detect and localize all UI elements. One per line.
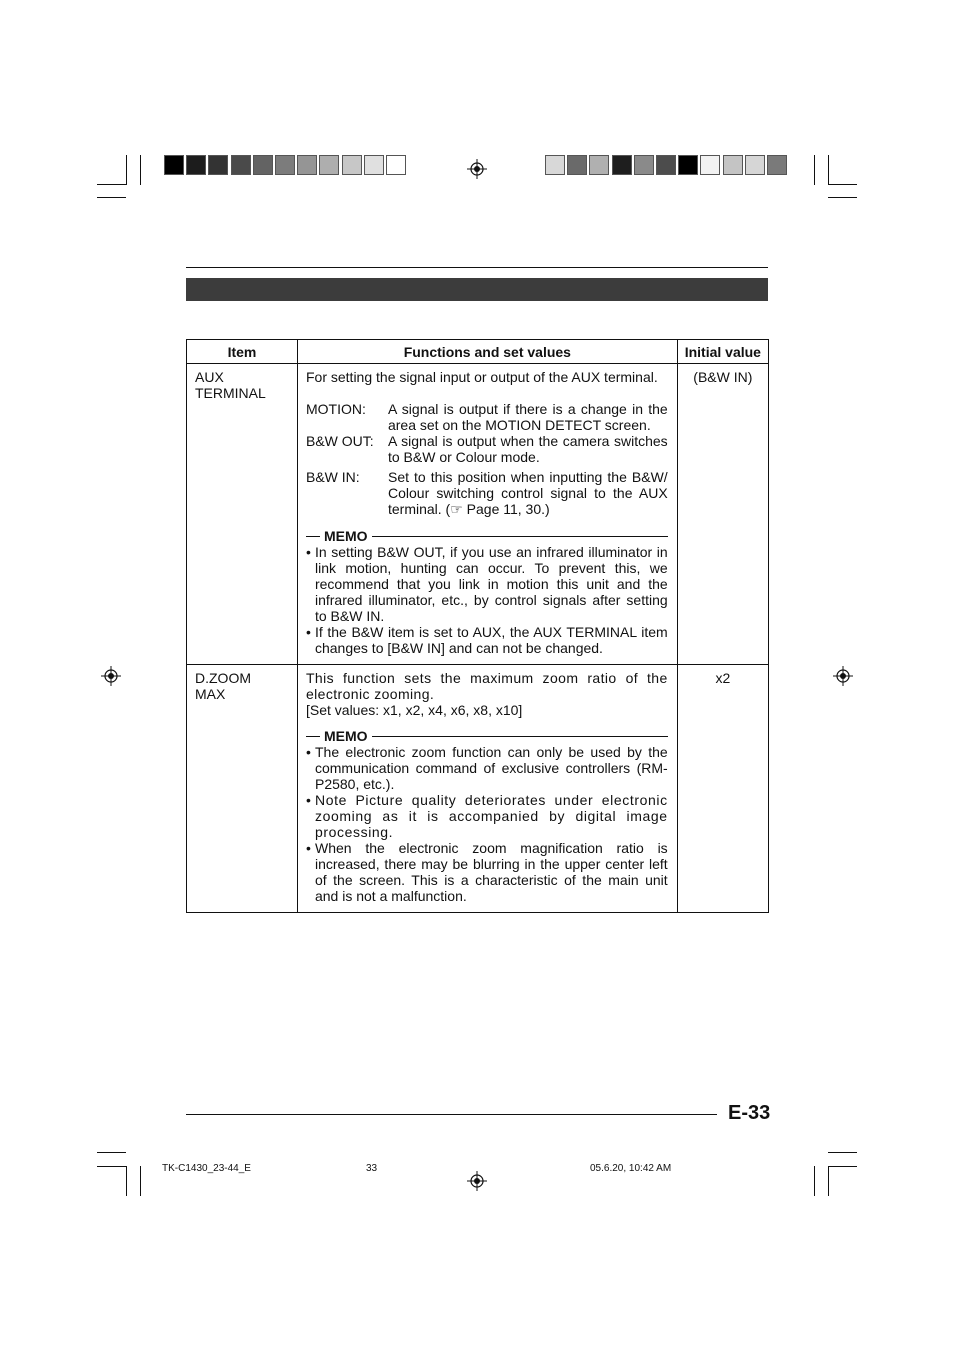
memo-heading [306, 528, 668, 544]
function-description [297, 364, 677, 665]
color-swatch [745, 155, 765, 175]
footer-filename: TK-C1430_23-44_E [162, 1163, 251, 1174]
color-swatch [700, 155, 720, 175]
color-swatch [634, 155, 654, 175]
memo-bullet: • If the B&W item is set to AUX, the AUX TERMINAL item changes to [B&W IN] and can not be changed. [305, 624, 668, 656]
color-swatch [231, 155, 251, 175]
color-swatch [386, 155, 406, 175]
crop-mark [828, 1166, 829, 1196]
color-swatch [767, 155, 787, 175]
crop-mark [814, 155, 815, 185]
registration-mark-icon [833, 666, 853, 686]
crop-mark [828, 1166, 857, 1167]
color-swatch [656, 155, 676, 175]
crop-mark [97, 1166, 126, 1167]
color-swatch [589, 155, 609, 175]
color-swatch [723, 155, 743, 175]
item-name: AUX TERMINAL [187, 364, 298, 665]
settings-table [186, 339, 769, 913]
mode-entry [306, 401, 668, 433]
item-name: D.ZOOM MAX [187, 665, 298, 913]
registration-mark-icon [467, 1171, 487, 1191]
crop-mark [140, 1166, 141, 1196]
mode-value: A signal is output if there is a change in the area set on the MOTION DETECT screen. [387, 401, 668, 433]
crop-mark [140, 155, 141, 185]
column-header-functions: Functions and set values [297, 340, 677, 364]
initial-value: x2 [677, 665, 768, 913]
crop-mark [828, 1152, 857, 1153]
bullet-icon: • [305, 744, 311, 760]
color-swatch [567, 155, 587, 175]
color-swatch [342, 155, 362, 175]
memo-heading [306, 728, 668, 744]
color-swatch [208, 155, 228, 175]
mode-value: A signal is output when the camera switches to B&W or Colour mode. [387, 433, 668, 465]
color-swatch [186, 155, 206, 175]
crop-mark [828, 155, 829, 185]
color-swatch [545, 155, 565, 175]
mode-value: Set to this position when inputting the B&W/ Colour switching control signal to the AUX terminal. (☞ Page 11, 30.) [387, 469, 668, 517]
color-swatch [319, 155, 339, 175]
color-swatch [612, 155, 632, 175]
description-text: This function sets the maximum zoom ratio of the electronic zooming. [305, 670, 668, 702]
bottom-rule [186, 1114, 717, 1115]
initial-value: (B&W IN) [677, 364, 768, 665]
section-header-bar [186, 278, 768, 301]
top-rule [186, 267, 768, 268]
memo-label: MEMO [323, 728, 368, 744]
footer-timestamp: 05.6.20, 10:42 AM [590, 1163, 672, 1174]
table-row [187, 364, 769, 665]
description-text: For setting the signal input or output of the AUX terminal. [305, 369, 658, 385]
bullet-icon: • [305, 544, 311, 560]
mode-key: B&W IN: [305, 469, 360, 485]
bullet-icon: • [305, 792, 311, 808]
color-swatch [253, 155, 273, 175]
column-header-initial: Initial value [677, 340, 768, 364]
crop-mark [126, 155, 127, 185]
table-header-row [187, 340, 769, 364]
color-swatch [275, 155, 295, 175]
page-number: E-33 [728, 1102, 771, 1124]
color-swatch [164, 155, 184, 175]
memo-bullet: • Note Picture quality deteriorates under electronic zooming as it is accompanied by digital image processing. [305, 792, 668, 840]
crop-mark [97, 1152, 126, 1153]
column-header-item: Item [187, 340, 298, 364]
bullet-icon: • [305, 840, 311, 856]
set-values-text: [Set values: x1, x2, x4, x6, x8, x10] [305, 702, 523, 718]
crop-mark [97, 197, 126, 198]
table-row [187, 665, 769, 913]
memo-bullet: • The electronic zoom function can only be used by the communication command of exclusive controllers (RM-P2580, etc.). [305, 744, 668, 792]
mode-key: B&W OUT: [305, 433, 374, 449]
color-swatch [678, 155, 698, 175]
color-swatch [297, 155, 317, 175]
registration-mark-icon [101, 666, 121, 686]
footer-page: 33 [366, 1163, 378, 1174]
memo-bullet: • When the electronic zoom magnification ratio is increased, there may be blurring in the upper center left of the screen. This is a characteristic of the main unit and is not a malfunction. [305, 840, 668, 904]
crop-mark [828, 197, 857, 198]
color-swatch [364, 155, 384, 175]
mode-key: MOTION: [305, 401, 366, 417]
mode-entry [306, 433, 668, 465]
crop-mark [126, 1166, 127, 1196]
memo-bullet: • In setting B&W OUT, if you use an infrared illuminator in link motion, hunting can occur. To prevent this, we recommend that you link in motion this unit and the infrared illuminator, etc., by control signals after setting to B&W IN. [305, 544, 668, 624]
bullet-icon: • [305, 624, 311, 640]
memo-label: MEMO [323, 528, 368, 544]
registration-mark-icon [467, 159, 487, 179]
crop-mark [97, 184, 126, 185]
mode-entry [306, 469, 668, 517]
crop-mark [828, 184, 857, 185]
function-description [297, 665, 677, 913]
crop-mark [814, 1166, 815, 1196]
